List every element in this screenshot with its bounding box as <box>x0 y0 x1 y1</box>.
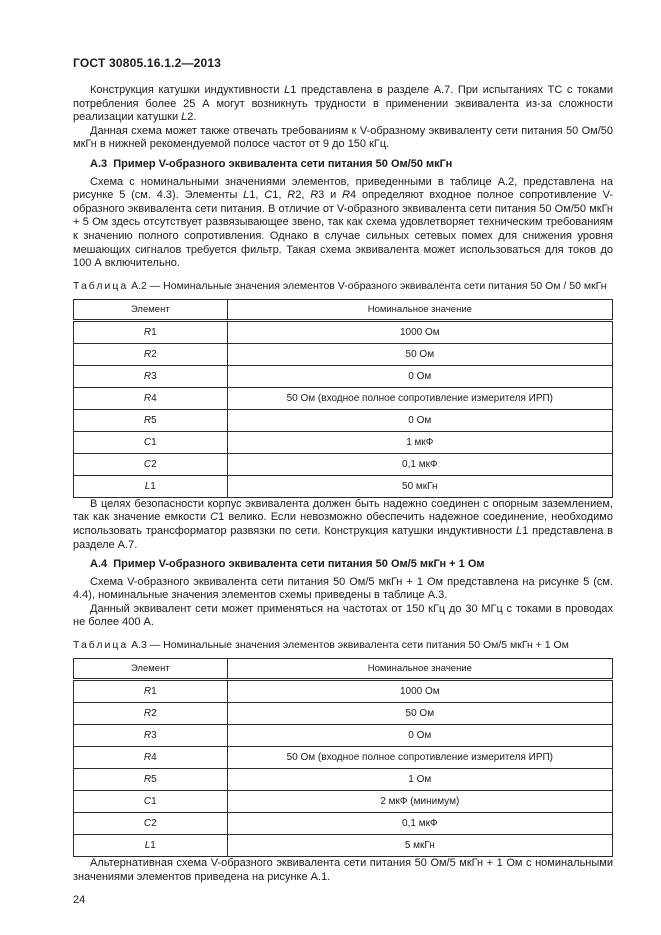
element-symbol: R <box>310 189 319 202</box>
text-run: Схема V-образного эквивалента сети питания 50 Ом/5 мкГн + 1 Ом представлена на рисунке 5 (см. 4.4), номинальные значения элементов схемы приведены в таблице А.3. <box>73 575 613 602</box>
element-symbol: R <box>143 730 152 742</box>
element-symbol: L <box>181 111 188 124</box>
text-run: 1 представлена в разделе А.7. При испытаниях ТС с токами потребления более 25 А могут возникнуть трудности в применении эквивалента из-за сложности реализации катушки <box>73 84 613 124</box>
text-run: 1 <box>151 326 157 338</box>
value-cell: 50 Ом <box>227 343 612 365</box>
text-run: 2. <box>187 111 197 124</box>
text-run: 1 представлена в разделе А.7. <box>73 524 614 551</box>
table-a2-caption <box>73 280 613 293</box>
table-row <box>74 453 613 475</box>
element-symbol: R <box>143 686 152 698</box>
table-header-row <box>74 659 613 680</box>
column-header-value: Номинальное значение <box>227 299 612 320</box>
element-symbol: C <box>143 796 152 808</box>
table-caption-word: Таблица <box>73 639 129 652</box>
text-run: 2, <box>295 189 311 202</box>
table-caption-word: Таблица <box>73 279 129 292</box>
paragraph-a4-description <box>73 576 613 603</box>
value-cell: 50 мкГн <box>227 475 612 497</box>
text-run: 4 <box>151 392 157 404</box>
table-row <box>74 431 613 453</box>
paragraph-inductor-construction <box>73 84 613 125</box>
text-run: 2 <box>151 458 157 470</box>
element-cell <box>74 747 228 769</box>
table-row <box>74 725 613 747</box>
value-cell: 1 мкФ <box>227 431 612 453</box>
text-run: 3 <box>151 370 157 382</box>
paragraph-alternative-scheme <box>73 857 613 884</box>
element-symbol: C <box>264 189 273 202</box>
element-symbol: L <box>243 189 250 202</box>
table-a3-caption <box>73 639 613 652</box>
element-symbol: C <box>210 511 219 524</box>
element-cell <box>74 431 228 453</box>
element-symbol: R <box>143 708 152 720</box>
element-symbol: L <box>144 480 151 492</box>
element-symbol: R <box>143 326 152 338</box>
table-a3 <box>73 658 613 857</box>
element-symbol: C <box>143 436 152 448</box>
element-cell <box>74 835 228 857</box>
element-symbol: R <box>342 189 351 202</box>
text-run: 2 <box>151 708 157 720</box>
element-cell <box>74 387 228 409</box>
value-cell: 1000 Ом <box>227 320 612 343</box>
value-cell: 1 Ом <box>227 769 612 791</box>
value-cell: 50 Ом <box>227 703 612 725</box>
value-cell: 50 Ом (входное полное сопротивление измерителя ИРП) <box>227 387 612 409</box>
text-run: 1, <box>249 189 265 202</box>
table-row <box>74 747 613 769</box>
text-run: Данный эквивалент сети может применяться на частотах от 150 кГц до 30 МГц с токами в проводах не более 400 А. <box>73 602 613 629</box>
element-symbol: L <box>284 84 291 96</box>
value-cell: 50 Ом (входное полное сопротивление измерителя ИРП) <box>227 747 612 769</box>
element-symbol: R <box>287 189 296 202</box>
paragraph-scheme-requirements <box>73 125 613 152</box>
value-cell: 0 Ом <box>227 409 612 431</box>
table-caption-text: А.3 — Номинальные значения элементов эквивалента сети питания 50 Ом/5 мкГн + 1 Ом <box>128 639 569 652</box>
text-run: Данная схема может также отвечать требованиям к V-образному эквиваленту сети питания 50 Ом/50 мкГн в нижней рекомендуемой полосе частот от 9 до 150 кГц. <box>73 124 613 151</box>
element-cell <box>74 813 228 835</box>
text-run: 1 велико. Если невозможно обеспечить надежное соединение, необходимо использовать трансформатор развязки по сети. Конструкция катушки индуктивности <box>73 511 613 537</box>
text-run: 1 <box>151 686 157 698</box>
text-run: В целях безопасности корпус эквивалента должен быть надежно соединен с опорным заземлением, так как значение емкости <box>73 497 613 524</box>
doc-header: ГОСТ 30805.16.1.2—2013 <box>73 56 222 70</box>
text-run: 2 <box>151 818 157 830</box>
element-cell <box>74 475 228 497</box>
table-row <box>74 320 613 343</box>
element-symbol: L <box>516 524 523 537</box>
table-header-row <box>74 299 613 320</box>
text-run: 1 <box>151 796 157 808</box>
text-run: 1 <box>150 480 156 492</box>
table-row <box>74 703 613 725</box>
value-cell: 0 Ом <box>227 365 612 387</box>
table-row <box>74 387 613 409</box>
element-symbol: R <box>143 752 152 764</box>
value-cell: 1000 Ом <box>227 680 612 703</box>
element-cell <box>74 409 228 431</box>
table-a2 <box>73 299 613 498</box>
page-number: 24 <box>73 894 86 907</box>
value-cell: 0,1 мкФ <box>227 813 612 835</box>
element-symbol: R <box>143 392 152 404</box>
text-run: Конструкция катушки индуктивности <box>90 84 285 96</box>
table-row <box>74 791 613 813</box>
element-cell <box>74 791 228 813</box>
element-cell <box>74 680 228 703</box>
value-cell: 2 мкФ (минимум) <box>227 791 612 813</box>
text-run: 2 <box>151 348 157 360</box>
value-cell: 5 мкГн <box>227 835 612 857</box>
element-cell <box>74 725 228 747</box>
text-run: 1, <box>272 189 288 202</box>
column-header-element: Элемент <box>74 299 228 320</box>
paragraph-safety-grounding <box>73 498 613 552</box>
element-cell <box>74 320 228 343</box>
paragraph-a4-frequency-range <box>73 603 613 630</box>
text-run: 5 <box>151 774 157 786</box>
element-symbol: L <box>144 840 151 852</box>
paragraph-a3-description <box>73 176 613 271</box>
table-a2-head <box>74 299 613 320</box>
text-run: 1 <box>151 436 157 448</box>
element-symbol: C <box>143 458 152 470</box>
section-heading-a3: А.3 Пример V-образного эквивалента сети питания 50 Ом/50 мкГн <box>90 157 453 170</box>
element-symbol: R <box>143 370 152 382</box>
column-header-element: Элемент <box>74 659 228 680</box>
element-symbol: R <box>143 348 152 360</box>
column-header-value: Номинальное значение <box>227 659 612 680</box>
text-run: 4 определяют входное полное сопротивление V-образного эквивалента сети питания. В отличие от V-образного эквивалента сети питания 50 Ом/50 мкГн + 5 Ом здесь отсутствует развязывающее звено, так как схема удовлетворяет техническим требованиям к значению полного сопротивления. Однако в случае сильных сетевых помех для снижения уровня мешающих сигналов требуется фильтр. Такая схема эквивалента может использоваться для токов до 100 А включительно. <box>73 189 614 270</box>
element-symbol: R <box>143 414 152 426</box>
value-cell: 0,1 мкФ <box>227 453 612 475</box>
table-row <box>74 343 613 365</box>
table-row <box>74 835 613 857</box>
table-a3-head <box>74 659 613 680</box>
table-row <box>74 680 613 703</box>
table-caption-text: А.2 — Номинальные значения элементов V-образного эквивалента сети питания 50 Ом / 50 мкГн <box>128 279 607 292</box>
element-symbol: C <box>143 818 152 830</box>
table-row <box>74 365 613 387</box>
table-row <box>74 475 613 497</box>
text-run: Схема с номинальными значениями элементов, приведенными в таблице А.2, представлена на рисунке 5 (см. 4.3). Элементы <box>73 175 613 202</box>
table-row <box>74 769 613 791</box>
table-row <box>74 409 613 431</box>
element-symbol: R <box>143 774 152 786</box>
text-run: Альтернативная схема V-образного эквивалента сети питания 50 Ом/5 мкГн + 1 Ом с номинальными значениями элементов приведена на рисунке А.1. <box>73 857 613 883</box>
section-heading-a4: А.4 Пример V-образного эквивалента сети питания 50 Ом/5 мкГн + 1 Ом <box>90 558 485 571</box>
text-run: 3 и <box>318 189 343 202</box>
text-run: 1 <box>150 840 156 852</box>
text-run: 5 <box>151 414 157 426</box>
table-a3-body <box>74 680 613 857</box>
element-cell <box>74 343 228 365</box>
table-row <box>74 813 613 835</box>
value-cell: 0 Ом <box>227 725 612 747</box>
table-a2-body <box>74 320 613 497</box>
text-run: 3 <box>151 730 157 742</box>
element-cell <box>74 365 228 387</box>
element-cell <box>74 453 228 475</box>
text-run: 4 <box>151 752 157 764</box>
element-cell <box>74 769 228 791</box>
element-cell <box>74 703 228 725</box>
